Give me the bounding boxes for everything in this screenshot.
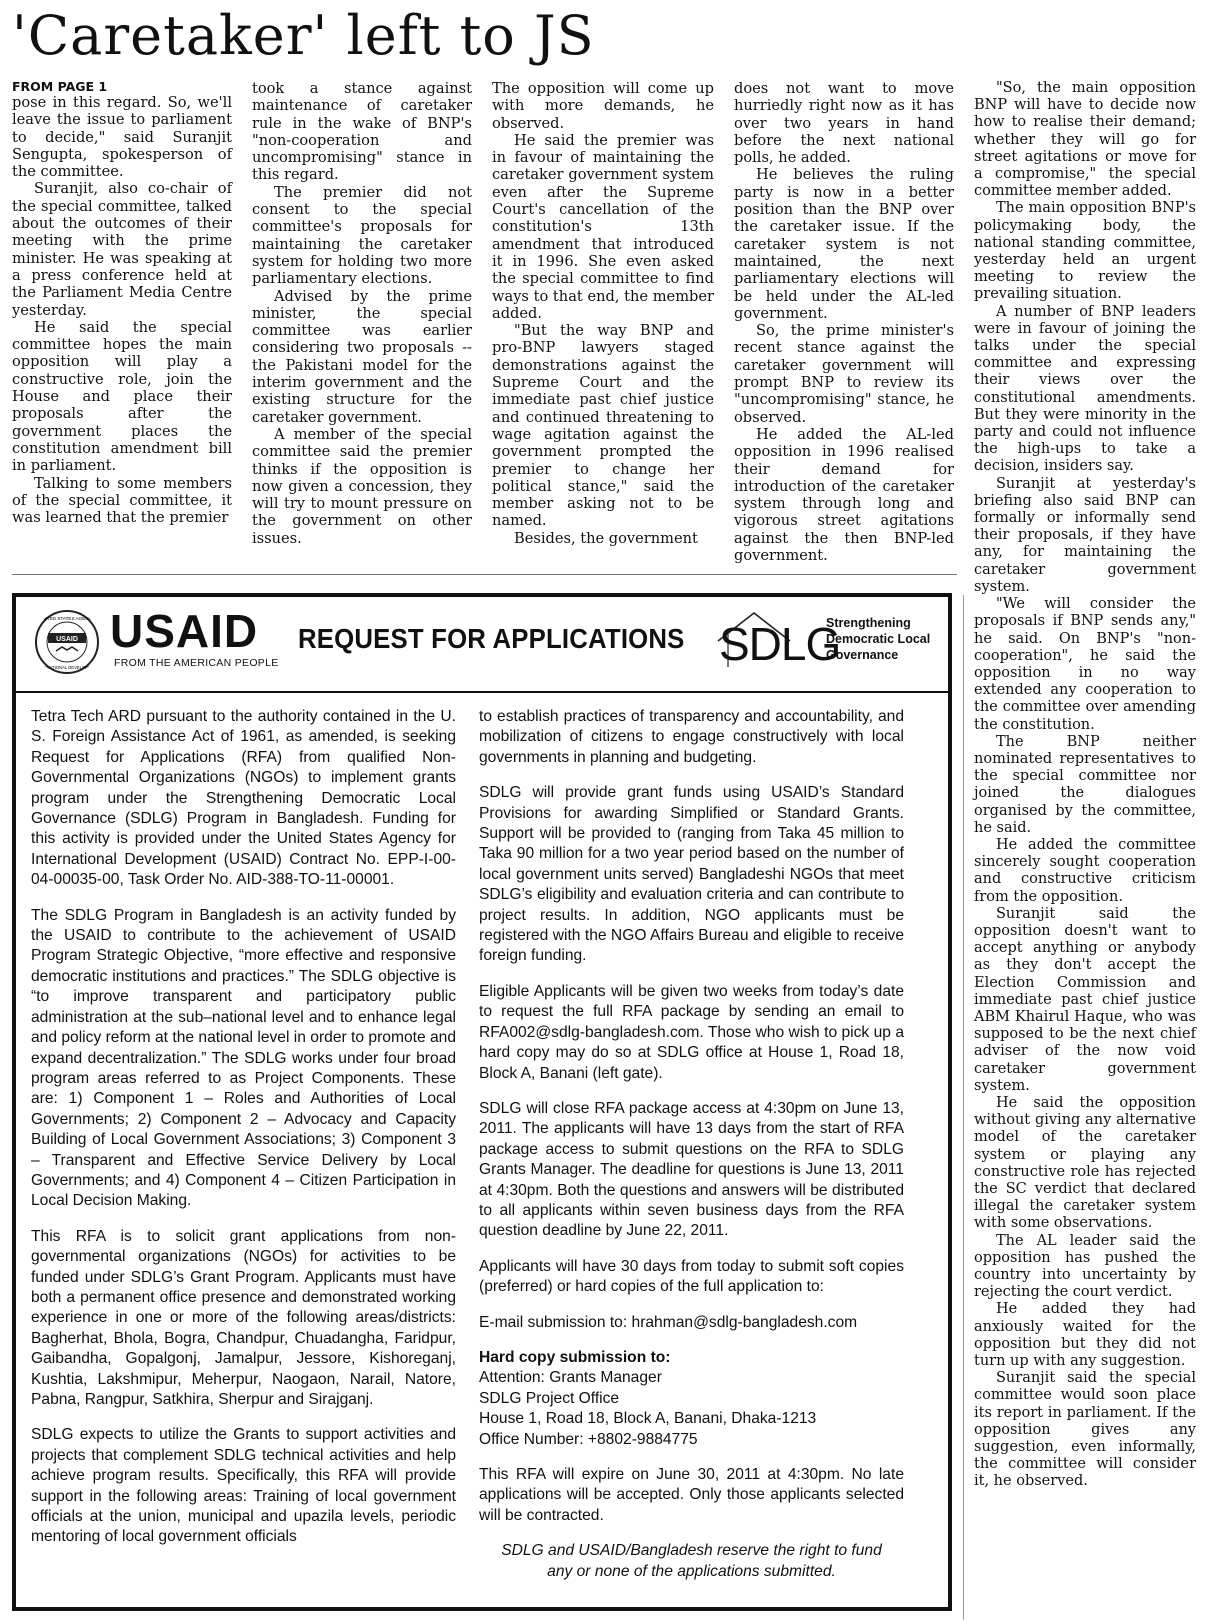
paragraph: The premier did not consent to the special committee's proposals for maintaining the caretaker system for holding two more parliamentary elections. <box>252 183 472 288</box>
paragraph: Suranjit at yesterday's briefing also said BNP can formally or informally send their proposals, if they have any, for maintaining the caretaker government system. <box>974 475 1196 595</box>
seal-usaid-text: USAID <box>56 636 78 643</box>
paragraph: He added they had anxiously waited for the opposition but they did not turn up with any suggestion. <box>974 1301 1196 1370</box>
paragraph: He added the committee sincerely sought cooperation and constructive criticism from the opposition. <box>974 836 1196 905</box>
paragraph: Suranjit said the special committee would soon place its report in parliament. If the opposition gives any suggestion, even informally, the committee will consider it, he observed. <box>974 1370 1196 1490</box>
paragraph: A number of BNP leaders were in favour of joining the talks under the special committee and expressing their views over the constitutional amendments. But they were minority in the party and could not influence the high-ups to take a decision, insiders say. <box>974 303 1196 475</box>
sdlg-tagline <box>826 615 930 663</box>
address-line: House 1, Road 18, Block A, Banani, Dhaka-1213 <box>479 1410 817 1428</box>
paragraph: So, the prime minister's recent stance against the caretaker government will prompt BNP to review its "uncompromising" stance, he observed. <box>734 322 954 426</box>
article-column-1 <box>12 80 232 526</box>
ad-header <box>16 597 948 693</box>
paragraph: "So, the main opposition BNP will have to decide now how to realise their demand; whether they will go for street agitations or move for a compromise," the special committee member added. <box>974 80 1196 200</box>
ad-paragraph: Tetra Tech ARD pursuant to the authority contained in the U. S. Foreign Assistance Act of 1961, as amended, is seeking Request for Applications (RFA) from qualified Non-Governmental Organizations (NGOs) to implement grants program under the Strengthening Democratic Local Governance (SDLG) Program in Bangladesh. Funding for this activity is provided under the United States Agency for International Development (USAID) Contract No. EPP-I-00-04-00035-00, Task Order No. AID-388-TO-11-00001. <box>31 708 456 889</box>
expiry-notice: This RFA will expire on June 30, 2011 at 4:30pm. No late applications will be accepted. Only those applicants selected will be contracted. <box>479 1466 904 1524</box>
paragraph: He believes the ruling party is now in a better position than the BNP over the caretaker issue. If the caretaker system is not maintained, the next parliamentary elections will be held under the AL-led government. <box>734 166 954 322</box>
sdlg-tag-line: Democratic Local <box>826 632 931 646</box>
paragraph: Besides, the government <box>514 529 698 547</box>
ad-paragraph: This RFA is to solicit grant applications from non-governmental organizations (NGOs) for activities to be funded under SDLG’s Grant Program. Applicants must have both a permanent office presence and demonstrated working experience in one or more of the following areas/districts: Bagherhat, Bhola, Bogra, Chandpur, Chuadangha, Faridpur, Gaibandha, Gopalgonj, Jamalpur, Jessore, Kishoreganj, Kushtia, Lakshmipur, Meherpur, Naogaon, Narail, Natore, Pabna, Rangpur, Satkhira, Sherpur and Sirajganj. <box>31 1227 456 1408</box>
ad-left-column <box>31 707 456 1563</box>
paragraph: He said the premier was in favour of maintaining the caretaker government system even after the Supreme Court's cancellation of the constitution's 13th amendment that introduced it in 1996. She even asked the special committee to find ways to that end, the member added. <box>492 131 714 322</box>
hardcopy-heading: Hard copy submission to: <box>479 1348 671 1366</box>
column-divider <box>963 595 964 1620</box>
ad-paragraph: Eligible Applicants will be given two weeks from today’s date to request the full RFA package by sending an email to RFA002@sdlg-bangladesh.com. Those who wish to pick up a hard copy may do so at SDLG office at House 1, Road 18, Block A, Banani (left gate). <box>479 982 904 1082</box>
usaid-wordmark: USAID <box>110 605 259 657</box>
ad-paragraph: SDLG expects to utilize the Grants to support activities and projects that complement SDLG technical activities and help achieve program results. Specifically, this RFA will provide support in the following areas: Training of local government officials at the union, municipal and upazila levels, periodic mentoring of local government officials <box>31 1426 456 1546</box>
ad-paragraph: SDLG will close RFA package access at 4:30pm on June 13, 2011. The applicants will have 13 days from the start of RFA package access to submit questions on the RFA to SDLG Grants Manager. The deadline for questions is June 13, 2011 at 4:30pm. Both the questions and answers will be distributed to all applicants within seven business days from the RFA question deadline by June 22, 2011. <box>479 1099 904 1240</box>
paragraph: "But the way BNP and pro-BNP lawyers staged demonstrations against the Supreme Court and the immediate past chief justice and continued threatening to wage agitation against the government prompted the premier to change her political stance," said the member asking not to be named. <box>492 322 714 530</box>
paragraph: does not want to move hurriedly right now as it has over two years in hand before the next national polls, he added. <box>734 80 954 167</box>
paragraph: The BNP neither nominated representatives to the special committee nor joined the dialogues organised by the committee, he said. <box>974 733 1196 836</box>
article-column-3 <box>492 80 714 547</box>
address-line: Attention: Grants Manager <box>479 1369 662 1387</box>
sdlg-wordmark: SDLG <box>719 618 841 670</box>
paragraph: pose in this regard. So, we'll leave the issue to parliament to decide," said Suranjit Sengupta, spokesperson of the committee. <box>12 94 232 181</box>
paragraph: A member of the special committee said the premier thinks if the opposition is now given a concession, they will try to mount pressure on the government on other issues. <box>252 425 472 547</box>
address-line: SDLG Project Office <box>479 1389 620 1407</box>
paragraph: Talking to some members of the special committee, it was learned that the premier <box>12 474 232 527</box>
paragraph: The main opposition BNP's policymaking body, the national standing committee, yesterday held an urgent meeting to review the prevailing situation. <box>974 200 1196 303</box>
section-divider <box>12 574 957 575</box>
seal-bottom-text: INTERNATIONAL DEVELOPMENT <box>34 665 100 670</box>
article-column-4 <box>734 80 954 564</box>
usaid-tagline: FROM THE AMERICAN PEOPLE <box>114 657 279 669</box>
sdlg-tag-line: Governance <box>826 648 899 662</box>
ad-paragraph: Applicants will have 30 days from today to submit soft copies (preferred) or hard copies of the full application to: <box>479 1257 904 1296</box>
office-number: Office Number: +8802-9884775 <box>479 1430 698 1448</box>
article-column-2 <box>252 80 472 547</box>
reserve-notice: SDLG and USAID/Bangladesh reserve the right to fund any or none of the applications submitted. <box>501 1542 882 1580</box>
email-submission: E-mail submission to: hrahman@sdlg-bangladesh.com <box>479 1313 858 1331</box>
rfa-advertisement <box>12 593 952 1611</box>
ad-right-column <box>479 707 904 1597</box>
article-column-5 <box>974 80 1196 1491</box>
paragraph: "We will consider the proposals if BNP sends any," he said. On BNP's "non-cooperation", he said the opposition in no way extended any cooperation to the committee over amending the constitution. <box>974 596 1196 733</box>
paragraph: Suranjit, also co-chair of the special committee, talked about the outcomes of their meeting with the prime minister. He was speaking at a press conference held at the Parliament Media Centre yesterday. <box>12 180 232 319</box>
ad-paragraph: SDLG will provide grant funds using USAID’s Standard Provisions for awarding Simplified or Standard Grants. Support will be provided to (ranging from Taka 45 million to Taka 90 million for a two year period based on the number of local government units served) Bangladeshi NGOs that meet SDLG’s eligibility and evaluation criteria and can contribute to project results. In addition, NGO applicants must be registered with the NGO Affairs Bureau and eligible to receive foreign funding. <box>479 784 904 965</box>
paragraph: Advised by the prime minister, the special committee was earlier considering two proposals -- the Pakistani model for the interim government and the existing structure for the caretaker government. <box>252 287 472 426</box>
usaid-seal-icon <box>34 609 100 675</box>
paragraph: Suranjit said the opposition doesn't want to accept anything or anybody as they don't accept the Election Commission and immediate past chief justice ABM Khairul Haque, who was supposed to be the next chief adviser of the now void caretaker government system. <box>974 905 1196 1094</box>
paragraph: He said the opposition without giving any alternative model of the caretaker system or playing any constructive role has rejected the SC verdict that declared illegal the caretaker system with some observations. <box>974 1094 1196 1232</box>
paragraph: He added the AL-led opposition in 1996 realised their demand for introduction of the caretaker system through long and vigorous street agitations against the then BNP-led government. <box>734 425 954 565</box>
paragraph: The AL leader said the opposition has pushed the country into uncertainty by rejecting the court verdict. <box>974 1232 1196 1301</box>
ad-paragraph: The SDLG Program in Bangladesh is an activity funded by the USAID to contribute to the achievement of USAID Program Strategic Objective, “more effective and responsive democratic institutions and practices.” The SDLG objective is “to improve transparent and participatory public administration at the sub–national level and to enhance legal and policy reform at the national level in order to promote and expand decentralization.” The SDLG works under four broad program areas referred to as Project Components. These are: 1) Component 1 – Roles and Authorities of Local Governments; 2) Component 2 – Advocacy and Capacity Building of Local Government Associations; 3) Component 3 – Transparent and Effective Service Delivery by Local Governments; and 4) Component 4 – Citizen Participation in Local Decision Making. <box>31 906 456 1210</box>
ad-paragraph: to establish practices of transparency and accountability, and mobilization of citizens to engage constructively with local governments in planning and budgeting. <box>479 708 904 766</box>
paragraph: He said the special committee hopes the main opposition will play a constructive role, join the House and place their proposals after the government places the constitution amendment bill in parliament. <box>12 318 232 475</box>
paragraph: took a stance against maintenance of caretaker rule in the wake of BNP's "non-cooperation and uncompromising" stance in this regard. <box>252 80 472 184</box>
seal-top-text: UNITED STATES AGENCY <box>39 616 95 621</box>
kicker: FROM PAGE 1 <box>12 79 108 94</box>
paragraph: The opposition will come up with more demands, he observed. <box>492 80 714 132</box>
sdlg-tag-line: Strengthening <box>826 616 911 630</box>
headline: 'Caretaker' left to JS <box>12 4 595 67</box>
rfa-title: REQUEST FOR APPLICATIONS <box>298 623 685 654</box>
